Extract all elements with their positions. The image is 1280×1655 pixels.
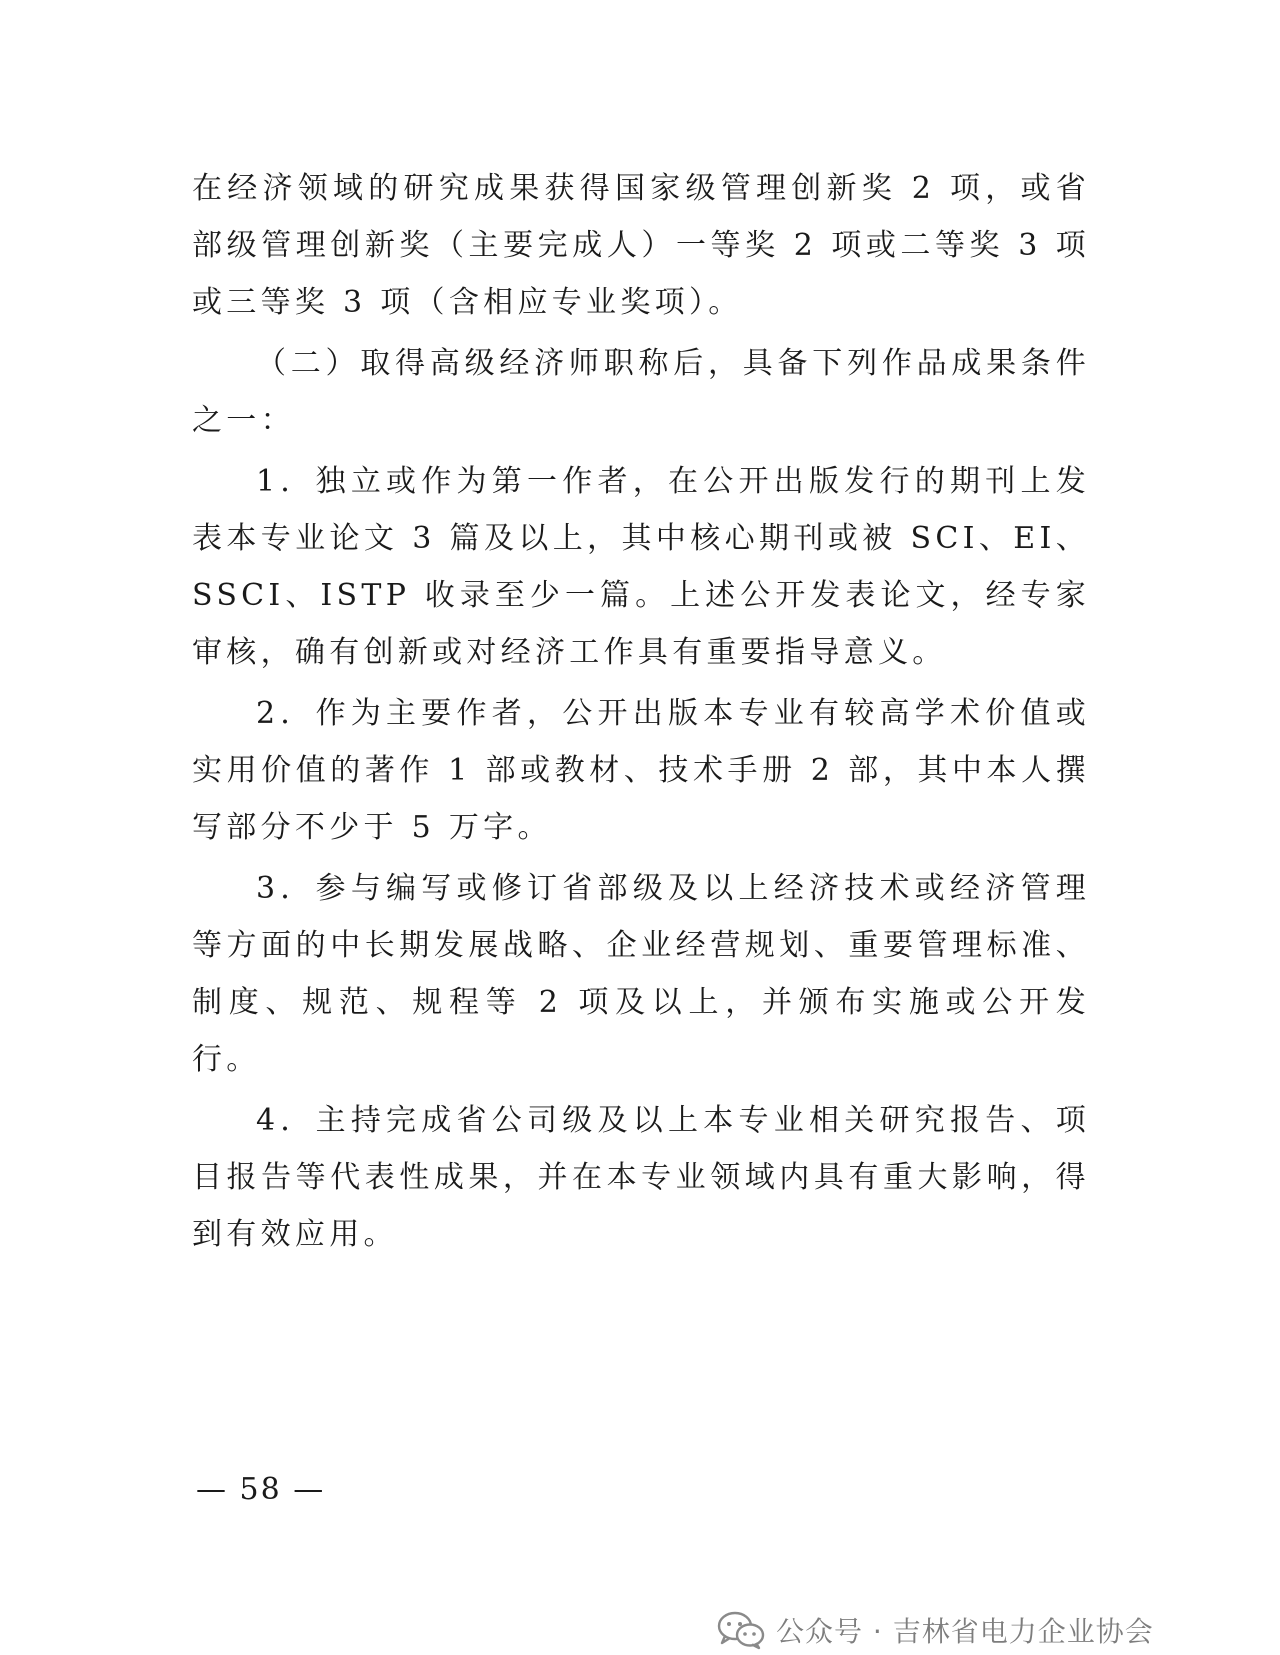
body-text (192, 160, 1090, 1263)
paragraph-item-3: 3．参与编写或修订省部级及以上经济技术或经济管理等方面的中长期发展战略、企业经营规划、重要管理标准、制度、规范、规程等 2 项及以上，并颁布实施或公开发行。 (192, 871, 1090, 1077)
paragraph-item-2: 2．作为主要作者，公开出版本专业有较高学术价值或实用价值的著作 1 部或教材、技术手册 2 部，其中本人撰写部分不少于 5 万字。 (192, 696, 1090, 845)
page-number: — 58 — (196, 1472, 326, 1507)
paragraph-section-heading: （二）取得高级经济师职称后，具备下列作品成果条件之一： (192, 346, 1090, 438)
watermark-text: 公众号 · 吉林省电力企业协会 (776, 1615, 1154, 1648)
paragraph-item-4: 4．主持完成省公司级及以上本专业相关研究报告、项目报告等代表性成果，并在本专业领域内具有重大影响，得到有效应用。 (192, 1103, 1090, 1252)
wechat-icon (716, 1610, 766, 1650)
paragraph-item-1: 1．独立或作为第一作者，在公开出版发行的期刊上发表本专业论文 3 篇及以上，其中核心期刊或被 SCI、EI、SSCI、ISTP 收录至少一篇。上述公开发表论文，经专家审核，确有创新或对经济工作具有重要指导意义。 (192, 464, 1090, 670)
paragraph-award-continuation: 在经济领域的研究成果获得国家级管理创新奖 2 项，或省部级管理创新奖（主要完成人）一等奖 2 项或二等奖 3 项或三等奖 3 项（含相应专业奖项）。 (192, 171, 1090, 320)
watermark (716, 1606, 1154, 1654)
